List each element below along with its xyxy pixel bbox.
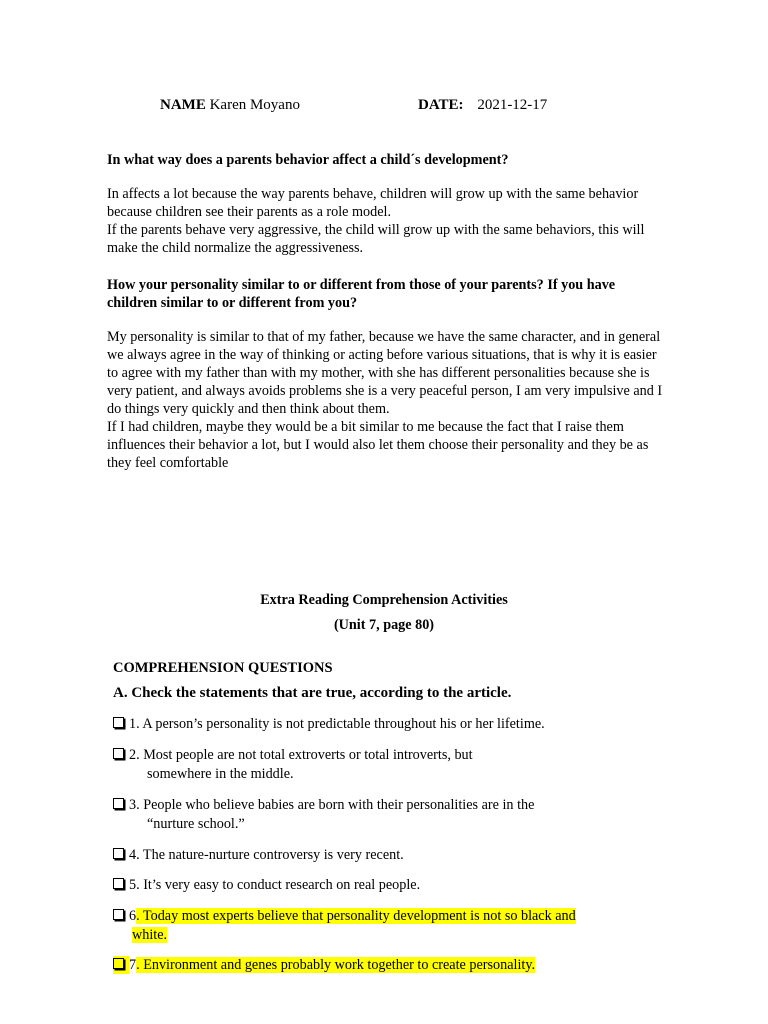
- section-heading: COMPREHENSION QUESTIONS: [113, 660, 333, 676]
- statement-6: [113, 907, 673, 945]
- statement-text: A person’s personality is not predictable throughout his or her lifetime.: [139, 716, 545, 732]
- name-value: Karen Moyano: [209, 97, 300, 113]
- question-2-block: [107, 276, 667, 472]
- statement-text-highlighted: . Environment and genes probably work together to create personality.: [136, 957, 536, 973]
- question-2: How your personality similar to or different from those of your parents? If you have children similar to or different from you?: [107, 277, 616, 311]
- checkbox-icon[interactable]: [113, 798, 124, 809]
- statement-5: [113, 876, 673, 895]
- statement-text: It’s very easy to conduct research on real people.: [139, 877, 421, 893]
- date-label: DATE:: [418, 97, 464, 113]
- statement-number: 4.: [129, 847, 140, 863]
- statement-text-continued: “nurture school.”: [147, 816, 245, 832]
- answer-2-paragraph-2: If I had children, maybe they would be a bit similar to me because the fact that I raise them influences their behavior a lot, but I would also let them choose their personality and they be as they feel comfortable: [107, 419, 649, 471]
- statement-text-highlighted-continued: white.: [132, 927, 168, 943]
- statement-2: [113, 746, 673, 784]
- answer-1: [107, 185, 667, 257]
- statement-number: 3.: [129, 797, 140, 813]
- statement-4: [113, 846, 673, 865]
- statement-7: [113, 956, 673, 975]
- name-label: NAME: [160, 97, 206, 113]
- checkbox-icon[interactable]: [113, 717, 124, 728]
- statement-text-highlighted: . Today most experts believe that personality development is not so black and: [136, 908, 576, 924]
- statement-text: The nature-nurture controversy is very recent.: [139, 847, 404, 863]
- answer-2: [107, 328, 667, 472]
- statement-text: Most people are not total extroverts or total introverts, but: [139, 747, 473, 763]
- checkbox-icon[interactable]: [113, 909, 124, 920]
- checkbox-icon[interactable]: [113, 748, 124, 759]
- answer-1-paragraph-1: In affects a lot because the way parents behave, children will grow up with the same behavior because children see their parents as a role model.: [107, 186, 639, 220]
- statement-text-continued: [113, 926, 673, 945]
- checkbox-icon[interactable]: [113, 848, 124, 859]
- checkbox-icon[interactable]: [113, 878, 124, 889]
- statement-number: 6: [129, 908, 137, 924]
- date-value: 2021-12-17: [477, 97, 548, 113]
- statement-text-continued: somewhere in the middle.: [147, 766, 294, 782]
- statement-1: [113, 715, 673, 734]
- statement-number: 2.: [129, 747, 140, 763]
- statement-text: People who believe babies are born with their personalities are in the: [139, 797, 535, 813]
- statement-number: 5.: [129, 877, 140, 893]
- answer-2-paragraph-1: My personality is similar to that of my father, because we have the same character, and in general we always agree in the way of thinking or acting before various situations, that is why it is easier to agree with my father than with my mother, with she has different personalities because she is very patient, and always avoids problems she is a very peaceful person, I am very impulsive and I do things very quickly and then think about them.: [107, 329, 663, 417]
- statement-3: [113, 796, 673, 834]
- question-1-block: [107, 151, 667, 257]
- statement-number: 7: [129, 957, 137, 973]
- extra-title: Extra Reading Comprehension Activities: [260, 592, 508, 608]
- date-line: [418, 97, 547, 114]
- question-1: In what way does a parents behavior affect a child´s development?: [107, 152, 509, 168]
- statement-number: 1.: [129, 716, 140, 732]
- instruction: A. Check the statements that are true, according to the article.: [113, 685, 512, 701]
- name-line: [160, 97, 300, 114]
- answer-1-paragraph-2: If the parents behave very aggressive, the child will grow up with the same behaviors, this will make the child normalize the aggressiveness.: [107, 222, 645, 256]
- statement-7-highlight-lead: [113, 956, 129, 974]
- checkbox-icon[interactable]: [113, 958, 124, 969]
- extra-subtitle: (Unit 7, page 80): [333, 617, 435, 633]
